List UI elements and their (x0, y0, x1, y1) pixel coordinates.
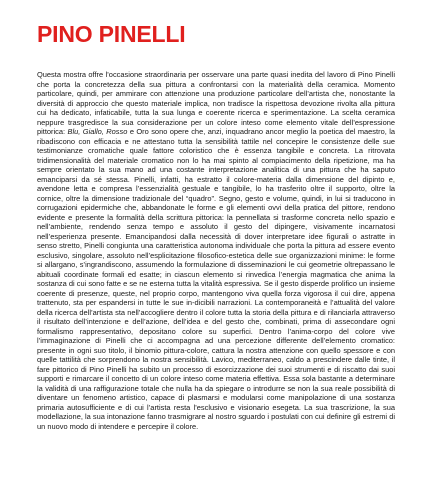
body-text-italic-titles: Blu, Giallo, Rosso (67, 127, 128, 136)
body-text-intro: Questa mostra offre l’occasione straordinaria per osservare una parte quasi inedita del lavoro di Pino Pinelli che porta la concretezza della sua pittura a confrontarsi con la materialità della ceramica. Momento particolare, quindi, per ammirare con attenzione una produzione particolare dell’artista che, nonostante la diversità di approccio che questo materiale implica, non tradisce la rispettosa devozione rivolta alla pittura cui ha dedicato, infaticabile, tutta la sua lunga e coerente ricerca e sperimentazione. La scelta ceramica neppure trasgredisce la sua considerazione per un colore inteso come elemento vitale dell’espressione pittorica: (37, 70, 395, 136)
body-paragraph (37, 70, 395, 470)
body-text-main: e Oro sono opere che, anzi, inquadrano ancor meglio la poetica del maestro, la ribadiscono con efficacia e ne attestano tutta la sensibilità tattile nel concepire le consistenze delle sue testimonianze cromatiche quale fattore coloristico che è essenza tangibile e concreta. La ritrovata tridimensionalità del materiale cromatico non lo ha mai spinto al compiacimento della ripetizione, ma ha sempre orientato la sua mano ad una costante interpretazione analitica di una pittura che ha saputo emanciparsi da sé stessa. Pinelli, infatti, ha estratto il colore-materia dalla dimensione del dipinto e, avendone letta e compresa l’essenzialità gestuale e tangibile, lo ha trasferito oltre il supporto, oltre la cornice, oltre la dimensione tradizionale del “quadro”. Segno, gesto e volume, quindi, in lui si traducono in corrugazioni epidermiche che, abbandonate le forme e gli elementi ovvi della pratica del pittore, rendono evidente e presente la formalità della scrittura pittorica: la pennellata si trasforme concreta nello spazio e nell’ambiente, rendendo senza tempo e assoluto il gesto del dipingere, visivamente incarnatosi nell’esperienza presente. Emancipandosi dalla necessità di dover interpretare idee figurali o astratte in senso stretto, Pinelli congiunta una caratteristica autonoma individuale che porta la pittura ad essere evento esclusivo, singolare, assoluto nell’esplicitazione filosofico-estetica delle sue organizzazioni minime: le forme si allargano, s’ingrandiscono, assumendo la formulazione di disseminazioni le cui geometrie oltrepassano le abituali coordinate formali ed esatte; in ciascun elemento si rinvedica l’energia magmatica che anima la sostanza di cui sono fatte e se ne esterna tutta la vitalità espressiva. Se il gesto disperde prolifico un insieme coerente di presenze, queste, nel proprio corpo, mantengono viva quella forza vigorosa il cui dire, appena trattenuto, sta per espandersi in tutte le sue in-dicibili narrazioni. La contemporaneità e l’attualità del valore della ricerca dell’artista sta nell’accogliere dentro il colore tutta la storia della pittura e di rilanciarla attraverso il risultato dell’intenzione e dell’azione, dell’idea e del gesto che, combinati, prima di assecondare ogni formalismo rappresentativo, depositano colore su superfici. Dentro l’anima-corpo del colore vive l’immaginazione di Pinelli che ci accompagna ad una percezione differente dell’elemento cromatico: presente in ogni suo titolo, il binomio pittura-colore, cattura la nostra attenzione con quello spessore e con quelle tattilità che sorprendono la nostra sensibilità. Lavico, mediterraneo, caldo a prescindere dalle tinte, il fare pittorico di Pino Pinelli ha subito un processo di esorcizzazione dei suoi strumenti e di riscatto dai suoi supporti e rimarcare il concetto di un colore inteso come materia effettiva. Essa sola bastante a determinare la validità di una raffigurazione totale che nulla ha da spiegare o introdurre se non la sua reale possibilità di diventare un fenomeno artistico, capace di plasmarsi e modularsi come manipolazione di una sostanza primaria autosufficiente e di cui l’artista resta l’esclusivo e visionario esegeta. La sua trascrizione, la sua modellazione, la sua intonazione fanno trasmigrare al nostro sguardo i postulati con cui definire gli estremi di un nuovo modo di intendere e percepire il colore. (37, 127, 395, 431)
page-title: PINO PINELLI (37, 21, 186, 47)
